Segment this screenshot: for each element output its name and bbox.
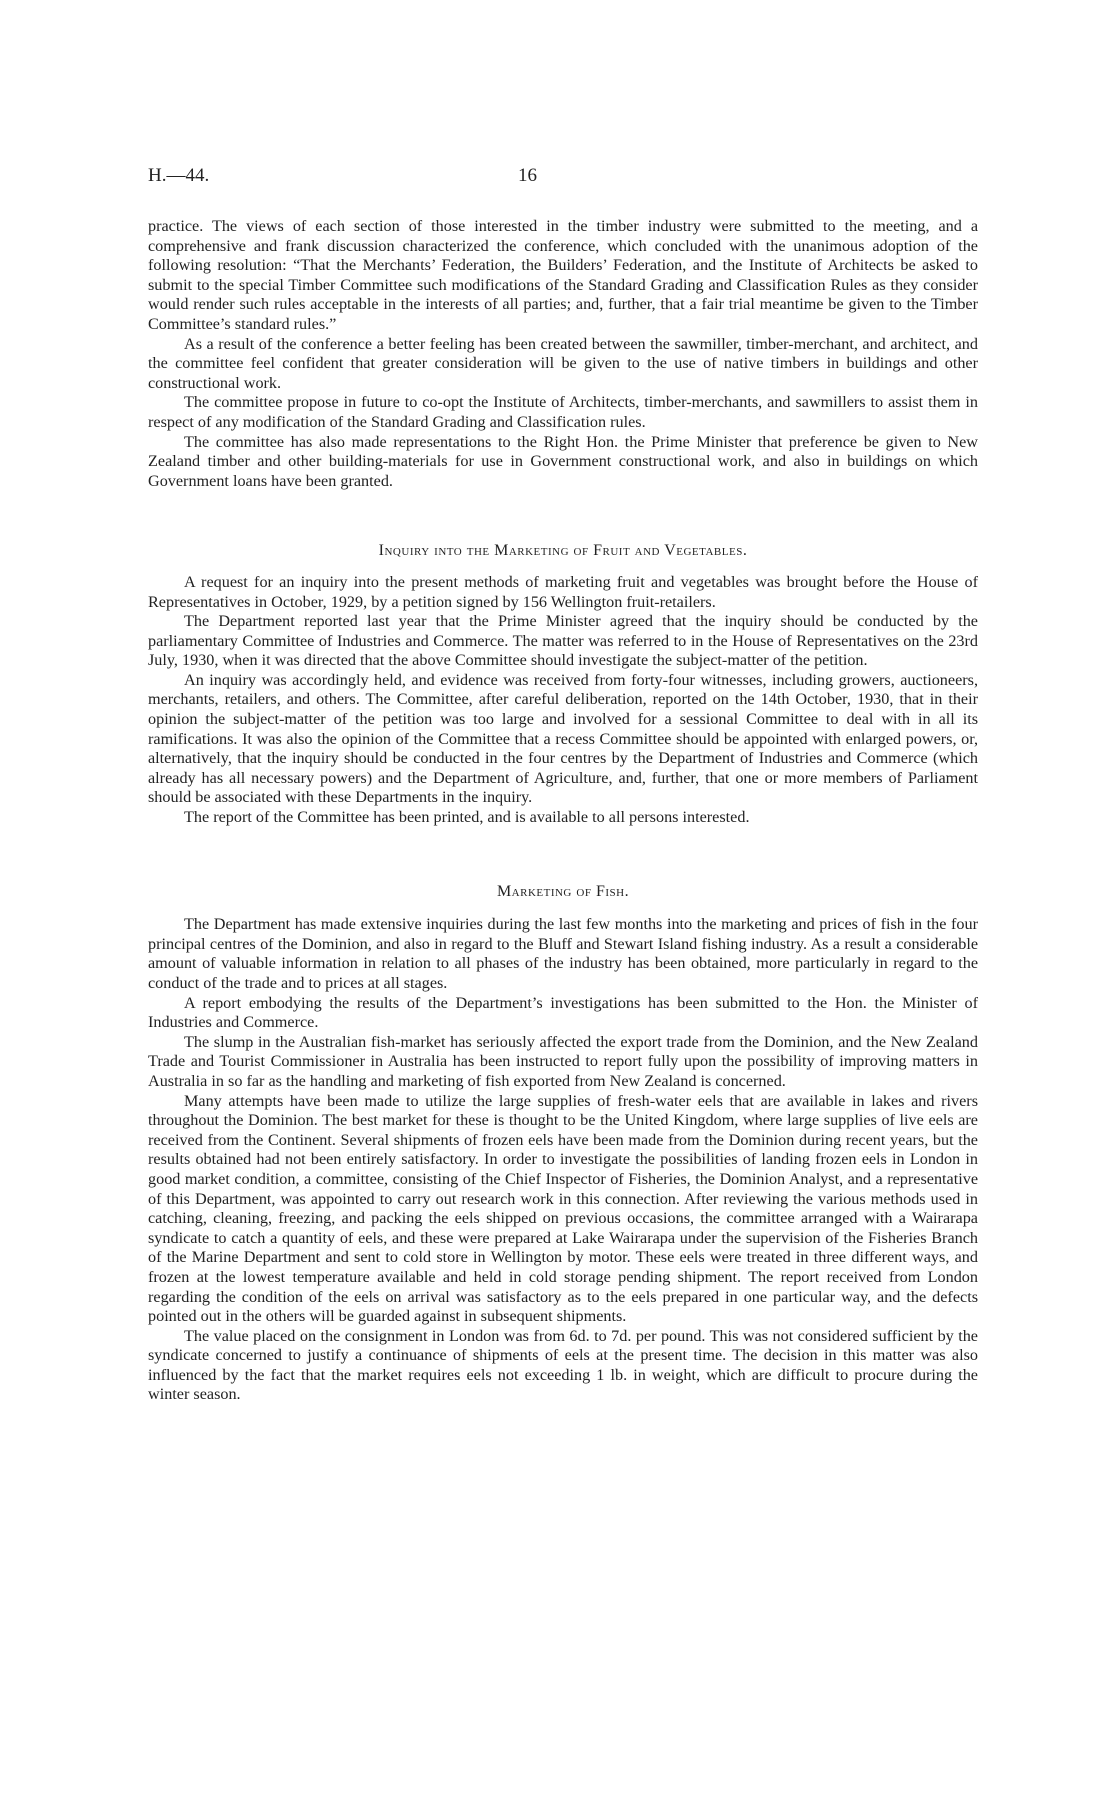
paragraph: An inquiry was accordingly held, and evidence was received from forty-four witnesses, including growers, auctioneers, merchants, retailers, and others. The Committee, after careful deliberation, reported on the 14th October, 1930, that in their opinion the subject-matter of the petition was too large and involved for a sessional Committee to deal with in all its ramifications. It was also the opinion of the Committee that a recess Committee should be appointed with enlarged powers, or, alternatively, that the inquiry should be conducted in the four centres by the Department of Industries and Commerce (which already has all necessary powers) and the Department of Agriculture, and, further, that one or more members of Parliament should be associated with these Departments in the inquiry. xyxy=(148,670,978,807)
paragraph: The slump in the Australian fish-market has seriously affected the export trade from the Dominion, and the New Zealand Trade and Tourist Commissioner in Australia has been instructed to report fully upon the possibility of improving matters in Australia in so far as the handling and marketing of fish exported from New Zealand is concerned. xyxy=(148,1032,978,1090)
fruit-vegetables-section xyxy=(148,541,978,827)
fish-section xyxy=(148,882,978,1405)
page-body xyxy=(148,217,978,1405)
paragraph: practice. The views of each section of those interested in the timber industry were submitted to the meeting, and a comprehensive and frank discussion characterized the conference, which concluded with the unanimous adoption of the following resolution: “That the Merchants’ Federation, the Builders’ Federation, and the Institute of Architects be asked to submit to the special Timber Committee such modifications of the Standard Grading and Classification Rules as they consider would render such rules acceptable in the interests of all parties; and, further, that a fair trial meantime be given to the Timber Committee’s standard rules.” xyxy=(148,217,978,333)
paragraph: The value placed on the consignment in London was from 6d. to 7d. per pound. This was not considered sufficient by the syndicate concerned to justify a continuance of shipments of eels at the present time. The decision in this matter was also influenced by the fact that the market requires eels not exceeding 1 lb. in weight, which are difficult to procure during the winter season. xyxy=(148,1326,978,1404)
page-number: 16 xyxy=(518,165,537,186)
document-reference: H.—44. xyxy=(148,165,210,186)
timber-section xyxy=(148,217,978,491)
paragraph: The report of the Committee has been printed, and is available to all persons interested. xyxy=(184,808,750,827)
page-header xyxy=(148,165,983,191)
paragraph: A request for an inquiry into the present methods of marketing fruit and vegetables was brought before the House of Representatives in October, 1929, by a petition signed by 156 Wellington fruit-retailers. xyxy=(148,572,978,611)
paragraph: The committee has also made representations to the Right Hon. the Prime Minister that preference be given to New Zealand timber and other building-materials for use in Government constructional work, and also in buildings on which Government loans have been granted. xyxy=(148,432,978,490)
paragraph: The committee propose in future to co-opt the Institute of Architects, timber-merchants, and sawmillers to assist them in respect of any modification of the Standard Grading and Classification rules. xyxy=(148,393,978,431)
paragraph: The Department has made extensive inquiries during the last few months into the marketing and prices of fish in the four principal centres of the Dominion, and also in regard to the Bluff and Stewart Island fishing industry. As a result a considerable amount of valuable information in relation to all phases of the industry has been obtained, more particularly in regard to the conduct of the trade and to prices at all stages. xyxy=(148,915,978,992)
paragraph: Many attempts have been made to utilize the large supplies of fresh-water eels that are available in lakes and rivers throughout the Dominion. The best market for these is thought to be the United Kingdom, where large supplies of live eels are received from the Continent. Several shipments of frozen eels have been made from the Dominion during recent years, but the results obtained had not been entirely satisfactory. In order to investigate the possibilities of landing frozen eels in London in good market condition, a committee, consisting of the Chief Inspector of Fisheries, the Dominion Analyst, and a representative of this Department, was appointed to carry out research work in this connection. After reviewing the various methods used in catching, cleaning, freezing, and packing the eels shipped on previous occasions, the committee arranged with a Wairarapa syndicate to catch a quantity of eels, and these were prepared at Lake Wairarapa under the supervision of the Fisheries Branch of the Marine Department and sent to cold store in Wellington by motor. These eels were treated in three different ways, and frozen at the lowest temperature available and held in cold storage pending shipment. The report received from London regarding the condition of the eels on arrival was satisfactory as to the eels prepared in one particular way, and the defects pointed out in the others will be guarded against in subsequent shipments. xyxy=(148,1091,978,1326)
paragraph: As a result of the conference a better feeling has been created between the sawmiller, timber-merchant, and architect, and the committee feel confident that greater consideration will be given to the use of native timbers in buildings and other constructional work. xyxy=(148,334,978,392)
paragraph: A report embodying the results of the Department’s investigations has been submitted to the Hon. the Minister of Industries and Commerce. xyxy=(148,993,978,1032)
section-heading: Marketing of Fish. xyxy=(496,882,630,900)
section-heading: Inquiry into the Marketing of Fruit and Vegetables. xyxy=(378,542,748,560)
paragraph: The Department reported last year that the Prime Minister agreed that the inquiry should be conducted by the parliamentary Committee of Industries and Commerce. The matter was referred to in the House of Representatives on the 23rd July, 1930, when it was directed that the above Committee should investigate the subject-matter of the petition. xyxy=(148,612,978,670)
